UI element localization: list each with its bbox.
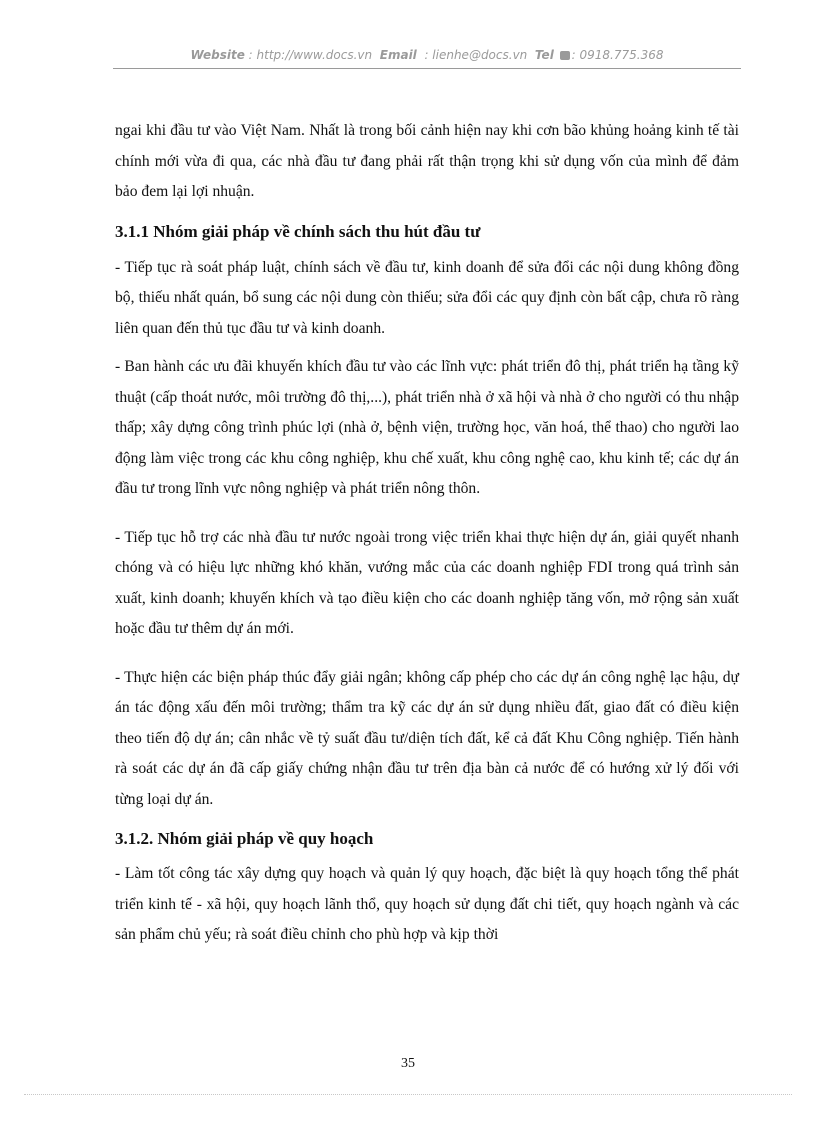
paragraph-2: - Ban hành các ưu đãi khuyến khích đầu tư vào các lĩnh vực: phát triển đô thị, phát triển hạ tầng kỹ thuật (cấp thoát nước, môi trường đô thị,...), phát triển nhà ở xã hội và nhà ở cho người có thu nhập thấp; xây dựng công trình phúc lợi (nhà ở, bệnh viện, trường học, văn hoá, thể thao) cho người lao động làm việc trong các khu công nghiệp, khu chế xuất, khu công nghệ cao, khu kinh tế; các dự án đầu tư trong lĩnh vực nông nghiệp và phát triển nông thôn.: [115, 358, 739, 497]
paragraph-5: - Làm tốt công tác xây dựng quy hoạch và quản lý quy hoạch, đặc biệt là quy hoạch tổng thể phát triển kinh tế - xã hội, quy hoạch lãnh thổ, quy hoạch sử dụng đất chi tiết, quy hoạch ngành và các sản phẩm chủ yếu; rà soát điều chỉnh cho phù hợp và kịp thời: [115, 865, 739, 943]
website-label: Website: [190, 48, 245, 62]
document-body: [115, 116, 739, 951]
tel-label: Tel: [534, 48, 554, 62]
section-heading-3-1-2: 3.1.2. Nhóm giải pháp về quy hoạch: [115, 829, 374, 848]
paragraph-3: - Tiếp tục hỗ trợ các nhà đầu tư nước ngoài trong việc triển khai thực hiện dự án, giải quyết nhanh chóng và có hiệu lực những khó khăn, vướng mắc của các doanh nghiệp FDI trong quá trình sản xuất, kinh doanh; khuyến khích và tạo điều kiện cho các doanh nghiệp tăng vốn, mở rộng sản xuất hoặc đầu tư thêm dự án mới.: [115, 528, 739, 637]
page-header: [113, 44, 741, 69]
intro-paragraph: ngai khi đầu tư vào Việt Nam. Nhất là trong bối cảnh hiện nay khi cơn bão khủng hoảng kinh tế tài chính mới vừa đi qua, các nhà đầu tư đang phải rất thận trọng khi sử dụng vốn của mình để đảm bảo đem lại lợi nhuận.: [115, 122, 739, 200]
email-value: : lienhe@docs.vn: [424, 48, 528, 62]
email-label: Email: [379, 48, 417, 62]
page-bottom-divider: [24, 1094, 792, 1095]
section-heading-3-1-1: 3.1.1 Nhóm giải pháp về chính sách thu hút đầu tư: [115, 221, 481, 241]
website-value: : http://www.docs.vn: [248, 48, 373, 62]
phone-icon: [560, 51, 570, 60]
paragraph-4: - Thực hiện các biện pháp thúc đẩy giải ngân; không cấp phép cho các dự án công nghệ lạc hậu, dự án tác động xấu đến môi trường; thẩm tra kỹ các dự án sử dụng nhiều đất, giao đất có điều kiện theo tiến độ dự án; cân nhắc về tỷ suất đầu tư/diện tích đất, kể cả đất Khu Công nghiệp. Tiến hành rà soát các dự án đã cấp giấy chứng nhận đầu tư trên địa bàn cả nước để có hướng xử lý đối với từng loại dự án.: [115, 668, 739, 808]
page-number: 35: [401, 1056, 415, 1071]
tel-value: : 0918.775.368: [571, 48, 664, 62]
paragraph-1: - Tiếp tục rà soát pháp luật, chính sách về đầu tư, kinh doanh để sửa đổi các nội dung không đồng bộ, thiếu nhất quán, bổ sung các nội dung còn thiếu; sửa đổi các quy định còn bất cập, chưa rõ ràng liên quan đến thủ tục đầu tư và kinh doanh.: [115, 258, 739, 337]
